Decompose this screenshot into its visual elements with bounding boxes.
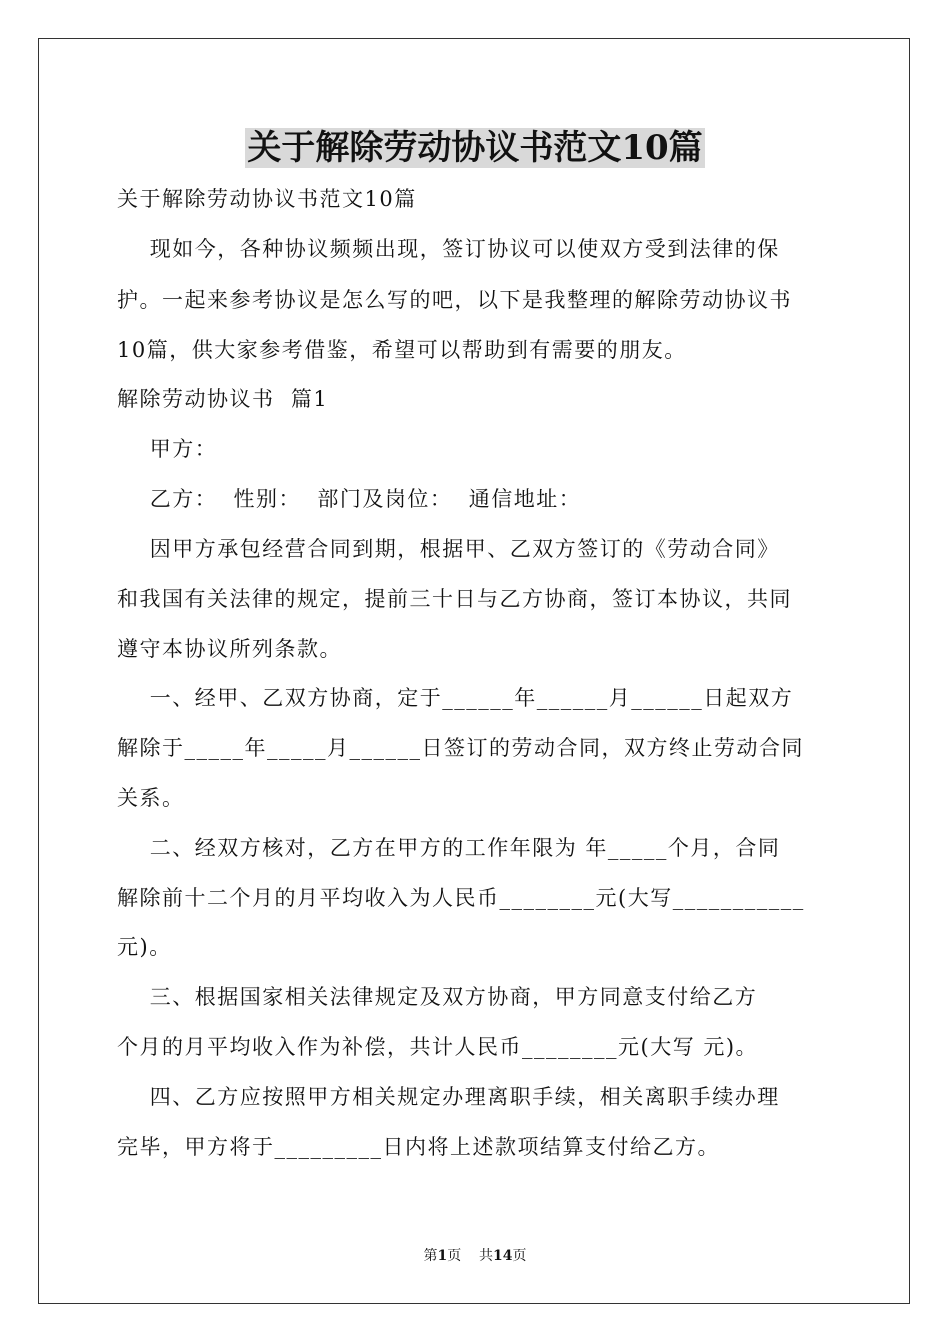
page-number: 1 [437,1248,448,1264]
total-prefix: 共 [479,1248,494,1264]
section-heading: 解除劳动协议书 篇1 [117,387,329,411]
paragraph-line: 二、经双方核对，乙方在甲方的工作年限为 年_____个月，合同 [117,836,781,860]
paragraph-line: 和我国有关法律的规定，提前三十日与乙方协商，签订本协议，共同 [117,587,792,611]
paragraph-line: 乙方： 性别： 部门及岗位： 通信地址： [117,487,582,511]
paragraph-line: 甲方： [117,437,218,461]
paragraph-line: 四、乙方应按照甲方相关规定办理离职手续，相关离职手续办理 [117,1085,780,1109]
total-pages: 14 [493,1248,513,1264]
paragraph-line: 因甲方承包经营合同到期，根据甲、乙双方签订的《劳动合同》 [117,537,780,561]
title-container [0,128,950,168]
paragraph-line: 解除于_____年_____月______日签订的劳动合同，双方终止劳动合同 [117,736,804,760]
paragraph-line: 遵守本协议所列条款。 [117,637,342,661]
page-prefix: 第 [423,1248,438,1264]
total-unit: 页 [512,1248,527,1264]
paragraph-line: 关系。 [117,786,185,810]
paragraph-line: 一、经甲、乙双方协商，定于______年______月______日起双方 [117,686,794,710]
page-footer [0,1246,950,1266]
paragraph-line: 解除前十二个月的月平均收入为人民币________元(大写___________ [117,886,805,910]
page-border [38,38,910,1304]
paragraph-line: 护。一起来参考协议是怎么写的吧，以下是我整理的解除劳动协议书 [117,288,792,312]
document-title: 关于解除劳动协议书范文10篇 [247,128,703,168]
paragraph-line: 元)。 [117,935,172,959]
paragraph-line: 现如今，各种协议频频出现，签订协议可以使双方受到法律的保 [117,237,780,261]
paragraph-line: 完毕，甲方将于_________日内将上述款项结算支付给乙方。 [117,1135,720,1159]
subtitle-line: 关于解除劳动协议书范文10篇 [117,187,417,211]
paragraph-line: 个月的月平均收入作为补偿，共计人民币________元(大写 元)。 [117,1035,759,1059]
page-unit: 页 [447,1248,462,1264]
paragraph-line: 10篇，供大家参考借鉴，希望可以帮助到有需要的朋友。 [117,338,687,362]
paragraph-line: 三、根据国家相关法律规定及双方协商，甲方同意支付给乙方 [117,985,758,1009]
